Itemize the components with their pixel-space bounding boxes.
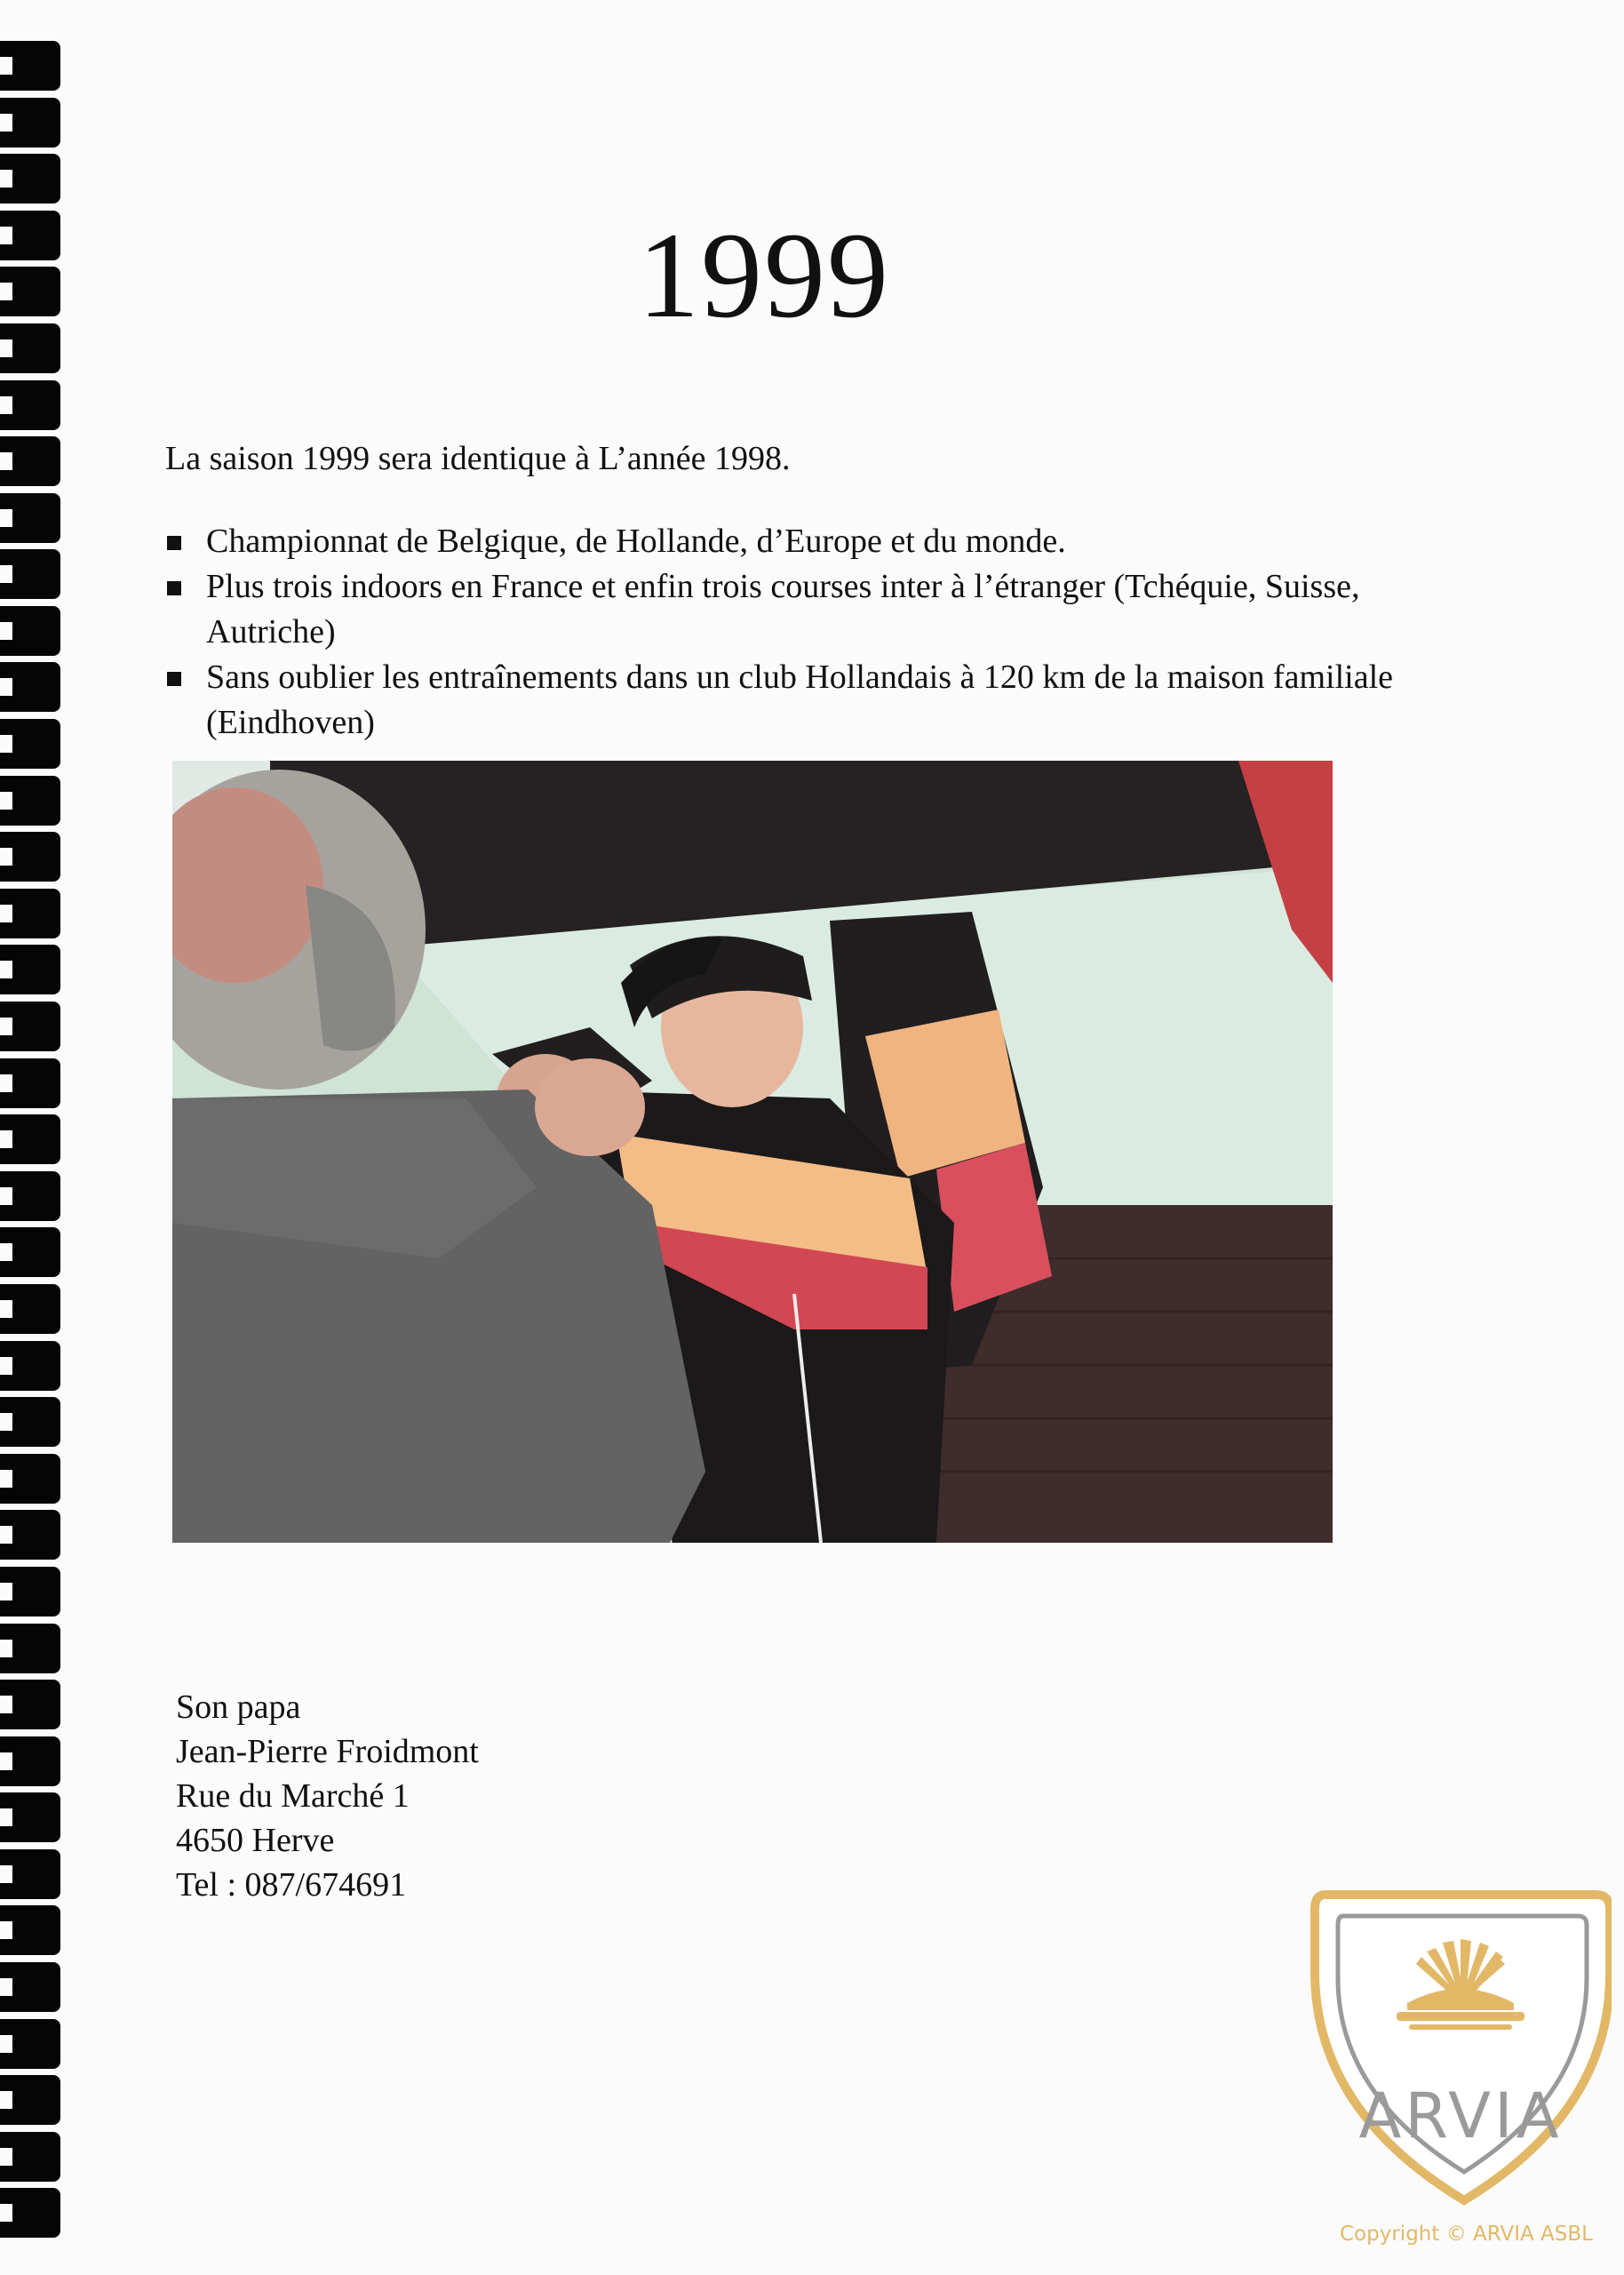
- binding-ring: [0, 662, 60, 712]
- binding-ring: [0, 1227, 60, 1277]
- square-bullet-icon: [167, 536, 181, 550]
- bullet-item: [165, 564, 1427, 655]
- address-line: Rue du Marché 1: [176, 1777, 410, 1815]
- binding-ring: [0, 1454, 60, 1504]
- binding-ring: [0, 1284, 60, 1334]
- square-bullet-icon: [167, 581, 181, 595]
- contact-block: [176, 1685, 479, 1907]
- bullet-item: [165, 655, 1427, 746]
- bullet-text: Plus trois indoors en France et enfin trois courses inter à l’étranger (Tchéquie, Suisse, Autriche): [206, 568, 1360, 651]
- binding-ring: [0, 1002, 60, 1051]
- binding-ring: [0, 776, 60, 826]
- binding-ring: [0, 1058, 60, 1108]
- binding-ring: [0, 1341, 60, 1391]
- binding-ring: [0, 945, 60, 994]
- binding-ring: [0, 606, 60, 656]
- binding-ring: [0, 1114, 60, 1164]
- binding-ring: [0, 719, 60, 769]
- bullet-list: [165, 519, 1427, 746]
- binding-ring: [0, 1397, 60, 1447]
- address-line: 4650 Herve: [176, 1822, 335, 1859]
- binding-ring: [0, 2132, 60, 2182]
- binding-ring: [0, 98, 60, 148]
- copyright-notice: Copyright © ARVIA ASBL: [1340, 2223, 1593, 2246]
- bullet-text: Championnat de Belgique, de Hollande, d’Europe et du monde.: [206, 523, 1066, 560]
- bullet-text: Sans oublier les entraînements dans un club Hollandais à 120 km de la maison familiale (Eindhoven): [206, 659, 1394, 741]
- photo-illustration: [172, 761, 1333, 1543]
- binding-ring: [0, 1510, 60, 1560]
- binding-ring: [0, 832, 60, 882]
- binding-ring: [0, 154, 60, 204]
- intro-paragraph: La saison 1999 sera identique à L’année 1998.: [165, 440, 791, 477]
- binding-ring: [0, 889, 60, 938]
- logo-text: ARVIA: [1358, 2079, 1563, 2152]
- square-bullet-icon: [167, 672, 181, 686]
- binding-ring: [0, 436, 60, 486]
- photo: [172, 761, 1333, 1543]
- binding-ring: [0, 1567, 60, 1616]
- binding-ring: [0, 1849, 60, 1899]
- address-line: Jean-Pierre Froidmont: [176, 1733, 479, 1770]
- binding-ring: [0, 41, 60, 91]
- binding-ring: [0, 1736, 60, 1786]
- binding-ring: [0, 493, 60, 543]
- binding-ring: [0, 1962, 60, 2012]
- binding-ring: [0, 2075, 60, 2125]
- shield-icon: [1310, 1889, 1612, 2209]
- bullet-item: [165, 519, 1427, 564]
- page-title: 1999: [638, 207, 890, 343]
- spiral-binding: [0, 36, 64, 2239]
- binding-ring: [0, 380, 60, 430]
- binding-ring: [0, 2188, 60, 2238]
- binding-ring: [0, 2019, 60, 2069]
- binding-ring: [0, 1624, 60, 1673]
- binding-ring: [0, 1171, 60, 1221]
- binding-ring: [0, 1680, 60, 1729]
- address-line: Tel : 087/674691: [176, 1866, 407, 1904]
- arvia-logo: [1310, 1889, 1612, 2209]
- address-line: Son papa: [176, 1688, 301, 1726]
- binding-ring: [0, 549, 60, 599]
- binding-ring: [0, 1905, 60, 1955]
- binding-ring: [0, 1792, 60, 1842]
